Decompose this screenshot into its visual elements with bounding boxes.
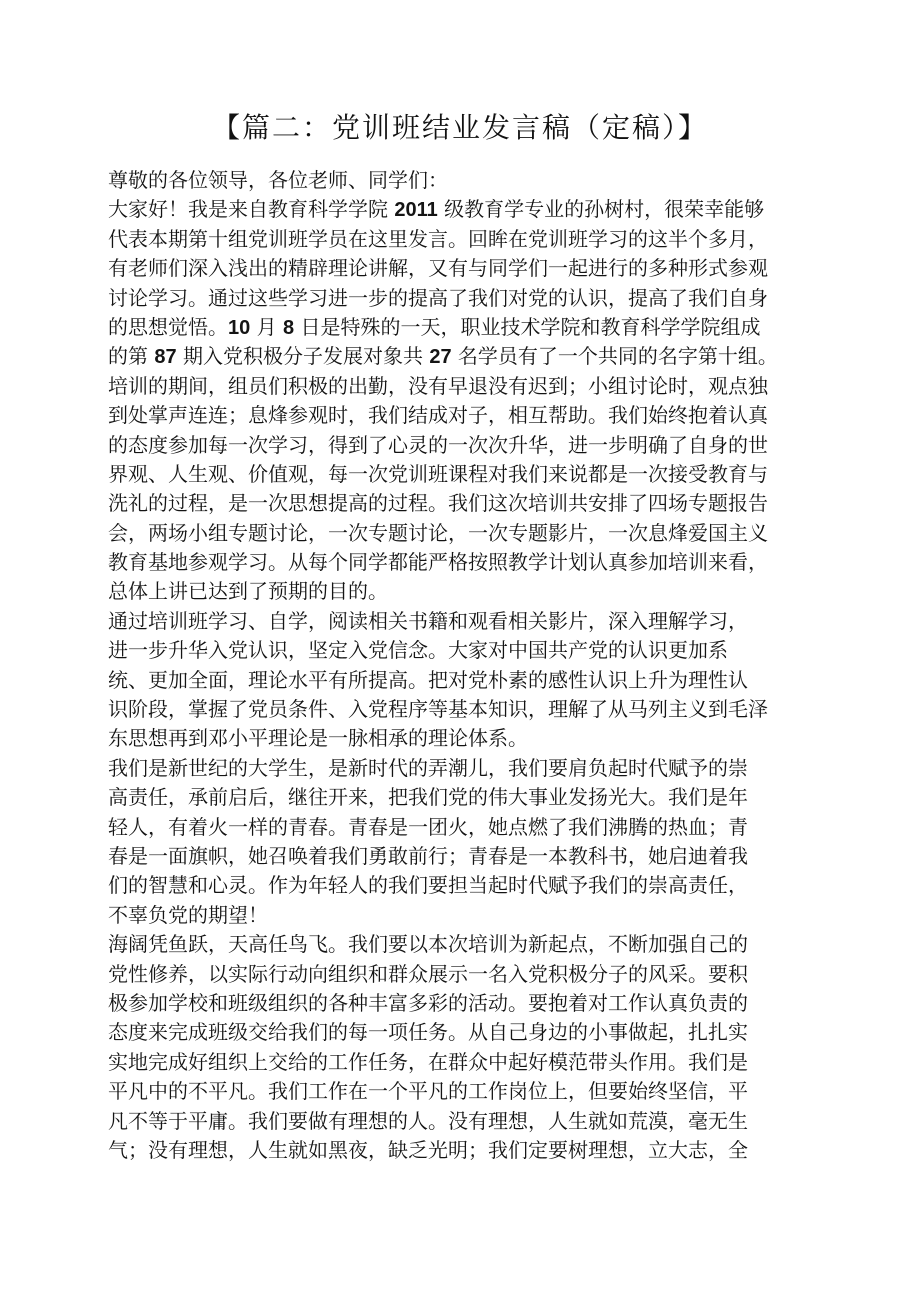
body-text-segment: 大家好！我是来自教育科学学院 — [108, 197, 395, 222]
body-line — [108, 960, 838, 989]
body-line — [108, 930, 838, 959]
body-text-segment: 通过培训班学习、自学，阅读相关书籍和观看相关影片，深入理解学习， — [108, 608, 748, 633]
body-text-segment: 教育基地参观学习。从每个同学都能严格按照教学计划认真参加培训来看， — [108, 550, 768, 575]
body-text-segment: 党性修养，以实际行动向组织和群众展示一名入党积极分子的风采。要积 — [108, 961, 748, 986]
body-line — [108, 1018, 838, 1047]
body-text-segment: 期入党积极分子发展对象共 — [176, 344, 430, 369]
body-text-segment: 的第 — [108, 344, 155, 369]
body-line — [108, 460, 838, 489]
body-number: 87 — [154, 346, 177, 369]
body-line — [108, 607, 838, 636]
body-text-segment: 会，两场小组专题讨论，一次专题讨论，一次专题影片，一次息烽爱国主义 — [108, 520, 768, 545]
body-line — [108, 871, 838, 900]
body-text-segment: 总体上讲已达到了预期的目的。 — [108, 579, 388, 604]
body-text-segment: 态度来完成班级交给我们的每一项任务。从自己身边的小事做起，扎扎实 — [108, 1020, 748, 1045]
body-text-segment: 实地完成好组织上交给的工作任务，在群众中起好模范带头作用。我们是 — [108, 1049, 748, 1074]
body-line — [108, 195, 838, 224]
body-number: 27 — [429, 346, 452, 369]
body-text-segment: 名学员有了一个共同的名字第十组。 — [451, 344, 778, 369]
body-text-segment: 我们是新世纪的大学生，是新时代的弄潮儿，我们要肩负起时代赋予的崇 — [108, 755, 748, 780]
body-line — [108, 666, 838, 695]
body-number: 2011 — [394, 199, 438, 222]
body-line — [108, 636, 838, 665]
body-line — [108, 313, 838, 342]
body-number: 10 — [228, 316, 251, 339]
body-text-segment: 识阶段，掌握了党员条件、入党程序等基本知识，理解了从马列主义到毛泽 — [108, 697, 768, 722]
body-line — [108, 166, 838, 195]
body-line — [108, 342, 838, 371]
body-line — [108, 813, 838, 842]
body-text-segment: 凡不等于平庸。我们要做有理想的人。没有理想，人生就如荒漠，毫无生 — [108, 1108, 748, 1133]
body-line — [108, 724, 838, 753]
body-text-segment: 极参加学校和班级组织的各种丰富多彩的活动。要抱着对工作认真负责的 — [108, 990, 748, 1015]
body-line — [108, 372, 838, 401]
body-line — [108, 1136, 838, 1165]
body-line — [108, 489, 838, 518]
body-line — [108, 519, 838, 548]
body-text-segment: 讨论学习。通过这些学习进一步的提高了我们对党的认识，提高了我们自身 — [108, 285, 768, 310]
body-text-segment: 有老师们深入浅出的精辟理论讲解，又有与同学们一起进行的多种形式参观 — [108, 256, 768, 281]
body-line — [108, 754, 838, 783]
body-line — [108, 225, 838, 254]
body-text-segment: 海阔凭鱼跃，天高任鸟飞。我们要以本次培训为新起点，不断加强自己的 — [108, 932, 748, 957]
body-line — [108, 842, 838, 871]
body-text-segment: 不辜负党的期望！ — [108, 902, 268, 927]
body-text-segment: 界观、人生观、价值观，每一次党训班课程对我们来说都是一次接受教育与 — [108, 461, 768, 486]
body-text-segment: 春是一面旗帜，她召唤着我们勇敢前行；青春是一本教科书，她启迪着我 — [108, 843, 748, 868]
body-line — [108, 783, 838, 812]
body-text-segment: 月 — [250, 314, 283, 339]
body-text-segment: 高责任，承前启后，继往开来，把我们党的伟大事业发扬光大。我们是年 — [108, 785, 748, 810]
body-line — [108, 695, 838, 724]
body-text-segment: 洗礼的过程，是一次思想提高的过程。我们这次培训共安排了四场专题报告 — [108, 491, 768, 516]
body-text-segment: 代表本期第十组党训班学员在这里发言。回眸在党训班学习的这半个多月， — [108, 226, 768, 251]
body-line — [108, 1077, 838, 1106]
body-text-segment: 们的智慧和心灵。作为年轻人的我们要担当起时代赋予我们的崇高责任， — [108, 873, 748, 898]
body-number: 8 — [282, 316, 295, 339]
body-line — [108, 989, 838, 1018]
body-line — [108, 548, 838, 577]
body-text-segment: 级教育学专业的孙树村，很荣幸能够 — [437, 197, 765, 222]
body-line — [108, 1048, 838, 1077]
body-text-segment: 的态度参加每一次学习，得到了心灵的一次次升华，进一步明确了自身的世 — [108, 432, 768, 457]
body-text-segment: 统、更加全面，理论水平有所提高。把对党朴素的感性认识上升为理性认 — [108, 667, 748, 692]
body-line — [108, 401, 838, 430]
body-text-segment: 平凡中的不平凡。我们工作在一个平凡的工作岗位上，但要始终坚信，平 — [108, 1079, 748, 1104]
body-text-segment: 的思想觉悟。 — [108, 314, 228, 339]
document-body — [108, 166, 838, 1165]
body-line — [108, 577, 838, 606]
body-text-segment: 气；没有理想，人生就如黑夜，缺乏光明；我们定要树理想，立大志，全 — [108, 1137, 748, 1162]
body-text-segment: 培训的期间，组员们积极的出勤，没有早退没有迟到；小组讨论时，观点独 — [108, 373, 768, 398]
body-text-segment: 进一步升华入党认识，坚定入党信念。大家对中国共产党的认识更加系 — [108, 638, 728, 663]
body-text-segment: 尊敬的各位领导，各位老师、同学们： — [108, 168, 448, 192]
body-text-segment: 轻人，有着火一样的青春。青春是一团火，她点燃了我们沸腾的热血；青 — [108, 814, 748, 839]
body-line — [108, 284, 838, 313]
body-text-segment: 到处掌声连连；息烽参观时，我们结成对子，相互帮助。我们始终抱着认真 — [108, 403, 768, 428]
body-line — [108, 431, 838, 460]
body-line — [108, 901, 838, 930]
body-line — [108, 254, 838, 283]
body-text-segment: 日是特殊的一天，职业技术学院和教育科学学院组成 — [294, 314, 761, 339]
body-text-segment: 东思想再到邓小平理论是一脉相承的理论体系。 — [108, 726, 528, 751]
body-line — [108, 1107, 838, 1136]
document-title: 【篇二：党训班结业发言稿（定稿）】 — [211, 111, 708, 144]
